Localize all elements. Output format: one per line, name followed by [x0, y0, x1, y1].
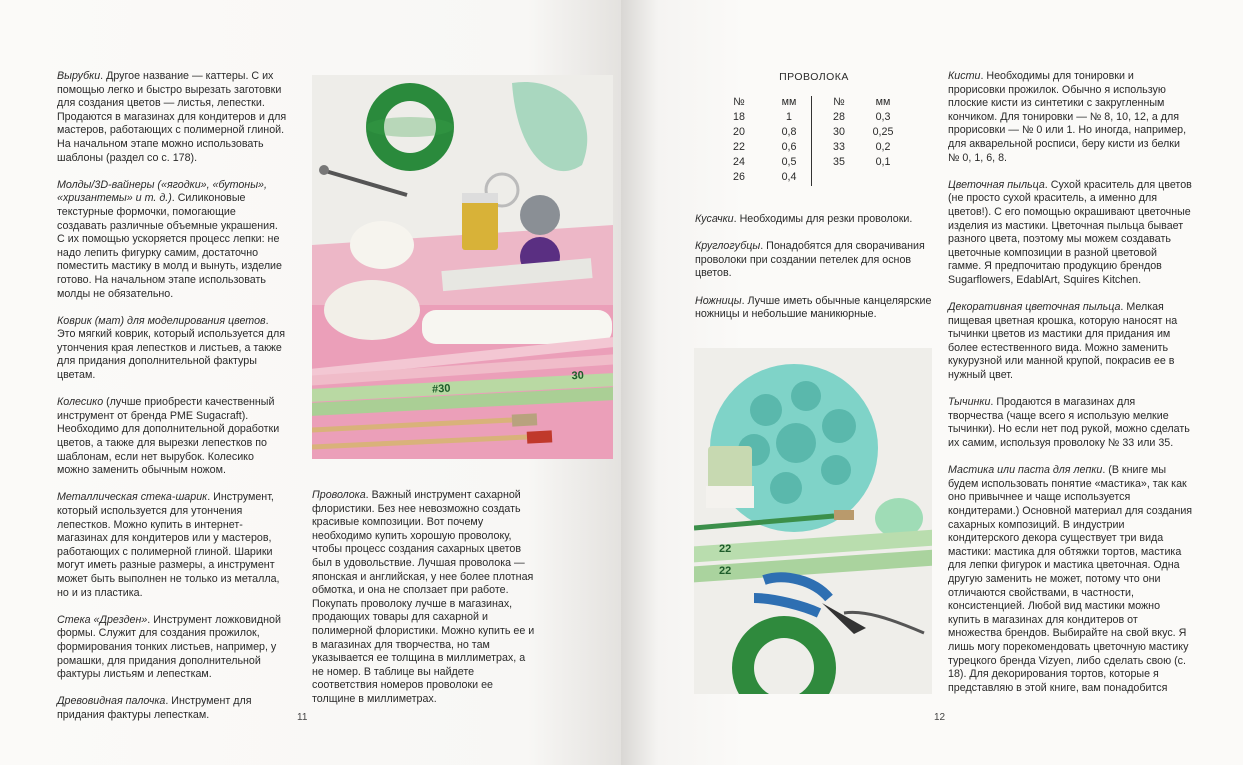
description: . Сухой краситель для цветов (не просто сухой краситель, а именно для цветов!). С его помощью окрашивают цветочные изделия из мастики. Цветочная пыльца бывает разного цвета, поэтому мы можем создавать цветочные композиции в разной цветовой гамме. Я предпочитаю продукцию брендов Sugarflowers, EdablArt, Squires Kitchen.: [948, 178, 1192, 286]
wire-table: [721, 94, 909, 184]
table-header-cell: №: [833, 95, 845, 108]
table-cell: 1: [786, 110, 792, 123]
table-row: [721, 139, 909, 154]
term: Металлическая стека-шарик: [57, 491, 208, 504]
term: Проволока: [312, 489, 366, 501]
term: Стека «Дрезден»: [57, 613, 148, 626]
description: . Это мягкий коврик, который используется для утончения края лепестков и листьев, а также для придания дополнительной фактуры цветам.: [57, 314, 286, 382]
table-cell: 0,1: [875, 155, 891, 168]
table-cell: 0,4: [781, 170, 797, 183]
term: Ножницы: [695, 294, 742, 307]
term: Коврик (мат) для моделирования цветов: [57, 314, 266, 327]
table-cell: [821, 169, 857, 184]
table-cell: 0,25: [872, 125, 894, 138]
wire-label-2: 30: [571, 369, 585, 383]
table-header-cell: мм: [781, 95, 797, 108]
description: . Другое название — каттеры. С их помощью легко и быстро вырезать заготовки для создания цветов — листья, лепестки. Продаются в магазинах для кондитеров и для мастеров, работающих с полимерной глиной. На начальном этапе можно использовать шаблоны (раздел со с. 178).: [57, 70, 287, 164]
right-column-1: [695, 213, 935, 322]
tools-photo: [312, 75, 613, 459]
paragraph: [948, 464, 1193, 695]
paragraph: [695, 213, 935, 227]
table-cell: 24: [733, 155, 745, 168]
term: Круглогубцы: [695, 240, 761, 253]
paragraph: [695, 240, 935, 281]
paragraph: [57, 70, 287, 165]
term: Колесико: [57, 396, 104, 409]
description: . Инструмент ложковидной формы. Служит для создания прожилок, формирования тонких листьев, например, у ромашки, для придания дополнительной фактуры листьям и лепесткам.: [57, 613, 281, 681]
table-cell: 18: [733, 110, 745, 123]
page-number-right: 12: [934, 712, 946, 723]
term: Цветочная пыльца: [948, 178, 1045, 191]
table-cell: [857, 169, 909, 184]
description: . Необходимы для резки проволоки.: [733, 213, 913, 225]
table-header-cell: №: [733, 95, 745, 108]
paragraph: [948, 301, 1193, 383]
table-cell: 20: [733, 125, 745, 138]
term: Тычинки: [948, 396, 991, 409]
table-row: [721, 124, 909, 139]
table-cell: 0,2: [875, 140, 891, 153]
wire-table-divider: [811, 96, 812, 186]
term: Кисти: [948, 70, 981, 82]
term: Древовидная палочка: [57, 695, 166, 708]
description: . Важный инструмент сахарной флористики. Без нее невозможно создать красивые композиции. Вот почему необходимо купить хорошую проволоку, чтобы процесс создания сахарных цветов был в удовольствие. Лучшая проволока — японская и английская, у нее более плотная обмотка, и она не сползает при работе. Покупать проволоку лучше в магазинах, продающих товары для сахарной и полимерной флористики. Можно купить ее и в магазинах для творчества, но там указывается ее толщина в миллиметрах, а не номер. В таблице вы найдете соответствия номеров проволоки ее толщине в миллиметрах.: [312, 489, 535, 705]
paragraph: [57, 614, 287, 682]
left-column-2: [312, 489, 537, 707]
description: . Инструмент для придания фактуры лепесткам.: [57, 695, 252, 721]
right-page: [621, 0, 1243, 765]
paragraph: [57, 491, 287, 600]
right-column-2: [948, 70, 1193, 695]
wire-table-container: [721, 94, 909, 184]
table-cell: 0,5: [781, 155, 797, 168]
left-page: [0, 0, 621, 765]
description: . Лучше иметь обычные канцелярские ножницы и небольшие маникюрные.: [695, 294, 932, 321]
term: Вырубки: [57, 70, 101, 82]
table-cell: 0,6: [781, 140, 797, 153]
table-cell: 35: [833, 155, 845, 168]
paragraph: [695, 295, 935, 322]
wire-label-1: #30: [431, 382, 451, 396]
tools-photo-right: [694, 348, 932, 694]
wire-table-title: ПРОВОЛОКА: [779, 71, 849, 83]
term: Кусачки: [695, 213, 734, 225]
page-number-left: 11: [297, 712, 308, 723]
left-column-1: [57, 70, 287, 723]
term: Молды/3D-вайнеры («ягодки», «бутоны», «хризантемы» и т. д.): [57, 178, 267, 205]
term: Декоративная цветочная пыльца: [948, 301, 1121, 314]
paragraph: [948, 179, 1193, 288]
description: . Необходимы для тонировки и прорисовки прожилок. Обычно я использую плоские кисти из синтетики с закругленным кончиком. Для тонировки — № 8, 10, 12, а для прорисовки — № 0 или 1. Но иногда, например, для акварельной росписи, беру кисти из белки № 0, 1, 6, 8.: [948, 70, 1187, 164]
paragraph: [57, 179, 287, 301]
description: . Продаются в магазинах для творчества (чаще всего я использую мелкие тычинки). Но если нет под рукой, можно сделать их самим, используя проволоку № 33 или 35.: [948, 396, 1190, 450]
paragraph: [948, 70, 1193, 165]
term: Мастика или паста для лепки: [948, 464, 1103, 477]
paragraph: [948, 396, 1193, 450]
description: . Инструмент, который используется для утончения лепестков. Можно купить в интернет-магазинах для кондитеров или у мастеров, работающих с полимерной глиной. Шарики могут иметь разные размеры, а инструмент может быть выполнен не только из металла, но и из пластика.: [57, 491, 280, 599]
paragraph: [57, 396, 287, 478]
description: . Силиконовые текстурные формочки, помогающие создавать различные объемные украшения. С их помощью ускоряется процесс лепки: не надо лепить фигурку самим, достаточно поместить мастику в молд и вынуть, изделие готово. На начальном этапе использовать молды не обязательно.: [57, 192, 282, 300]
table-cell: 33: [833, 140, 845, 153]
table-row: [721, 169, 909, 184]
description: (лучше приобрести качественный инструмент от бренда PME Sugacraft). Необходимо для дополнительной доработки цветов, а также для вырезки лепестков по шаблонам, если нет вырубок. Колесико можно заменить обычным ножом.: [57, 396, 280, 477]
table-cell: 28: [833, 110, 845, 123]
table-cell: 30: [833, 125, 845, 138]
description: . Мелкая пищевая цветная крошка, которую наносят на тычинки цветов из мастики для придания им более естественного вида. Можно заменить кукурузной или манной крупой, покрасив ее в нужный цвет.: [948, 301, 1178, 382]
paragraph: [57, 315, 287, 383]
table-row: [721, 154, 909, 169]
paragraph: [312, 489, 537, 707]
wire-label-22b: 22: [719, 565, 732, 577]
paragraph: [57, 695, 287, 722]
table-cell: 22: [733, 140, 745, 153]
table-header-cell: мм: [875, 95, 891, 108]
table-cell: 26: [733, 170, 745, 183]
table-row: [721, 109, 909, 124]
wire-label-22a: 22: [719, 543, 732, 555]
table-cell: 0,8: [781, 125, 797, 138]
description: . Понадобятся для сворачивания проволоки при создании петелек для основ цветов.: [695, 240, 925, 280]
description: . (В книге мы будем использовать понятие «мастика», так как оно привычнее и чаще используется кондитерами.) Основной материал для создания сахарных композиций. В индустрии кондитерского декора существует три вида мастики: мастика для обтяжки тортов, мастика для лепки фигурок и мастика цветочная. Одна другую заменить не может, потому что они отличаются свойствами, в частности, консистенцией. Любой вид мастики можно купить в магазинах для кондитеров от множества брендов. Выбирайте на свой вкус. Я лишь могу порекомендовать цветочную мастику турецкого бренда Vizyen, либо сделать свою (с. 18). Для декорирования тортов, которые я представляю в этой книге, вам понадобится: [948, 464, 1193, 694]
table-cell: 0,3: [875, 110, 891, 123]
